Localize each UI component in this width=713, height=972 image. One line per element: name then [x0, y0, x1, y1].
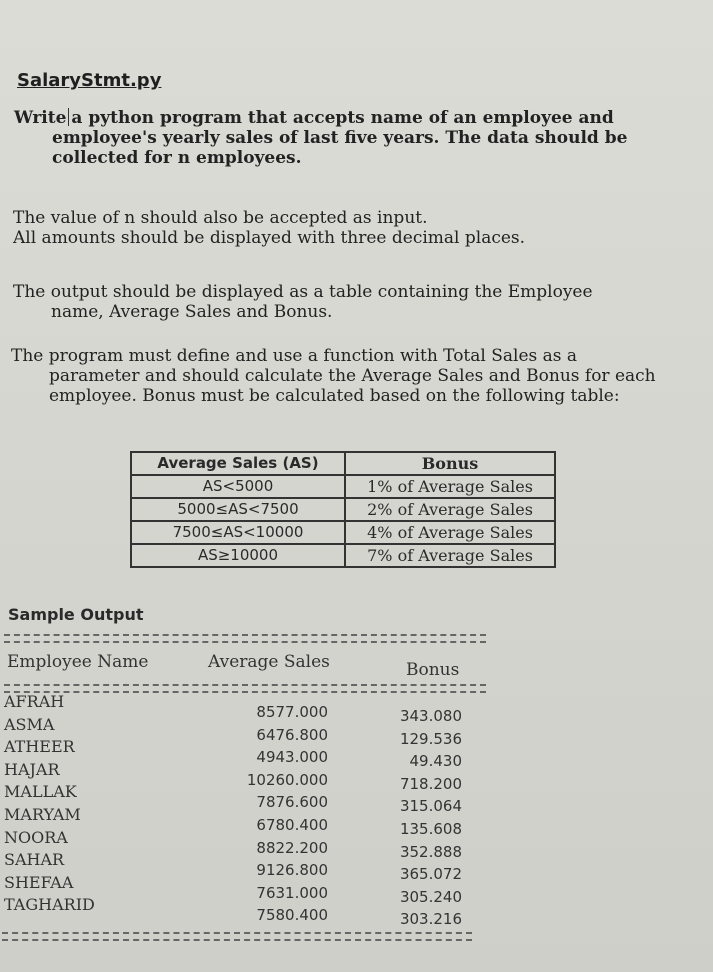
list-item: 6476.800: [256, 725, 328, 744]
bonus-column: [370, 705, 462, 931]
p3-first-line: The output should be displayed as a table containing the Employee: [13, 282, 593, 302]
p1-first-line: a python program that accepts name of an employee and: [71, 108, 614, 128]
list-item: 305.240: [399, 887, 462, 906]
p2-line-2: All amounts should be displayed with three decimal places.: [13, 228, 526, 248]
write-word: Write: [14, 108, 67, 128]
task-paragraph-1: [14, 108, 694, 168]
list-item: 8577.000: [256, 703, 328, 721]
list-item: 365.072: [399, 865, 462, 884]
list-item: MARYAM: [4, 804, 81, 824]
list-item: 7580.400: [256, 906, 328, 925]
file-title: SalaryStmt.py: [17, 70, 162, 91]
list-item: NOORA: [4, 827, 68, 847]
list-item: 352.888: [399, 842, 462, 861]
header-average-sales: Average Sales (AS): [131, 452, 345, 475]
dashed-divider: [4, 634, 486, 643]
range-cell: AS≥10000: [131, 544, 345, 567]
bonus-rules-table: [130, 451, 556, 568]
p1-rest: employee's yearly sales of last five years. The data should be collected for n employees.: [52, 128, 628, 168]
range-cell: 7500≤AS<10000: [131, 521, 345, 544]
list-item: MALLAK: [4, 782, 77, 802]
list-item: 49.430: [409, 752, 462, 771]
list-item: 7631.000: [256, 883, 328, 902]
p3-rest: name, Average Sales and Bonus.: [51, 302, 333, 322]
table-row: [131, 544, 555, 567]
range-cell: AS<5000: [131, 475, 345, 498]
sample-output-title: Sample Output: [8, 605, 144, 624]
col-header-bonus: Bonus: [406, 660, 460, 680]
p4-rest: parameter and should calculate the Average Sales and Bonus for each employee. Bonus must be calculated based on the following table:: [49, 366, 656, 406]
list-item: 6780.400: [256, 815, 328, 834]
list-item: 9126.800: [256, 861, 328, 880]
list-item: SHEFAA: [4, 872, 74, 892]
dashed-divider: [2, 932, 472, 941]
bonus-cell: 2% of Average Sales: [345, 498, 555, 521]
bonus-cell: 7% of Average Sales: [345, 544, 555, 567]
p2-line-1: The value of n should also be accepted as input.: [13, 208, 428, 228]
bonus-table-header: [131, 452, 555, 475]
list-item: AFRAH: [4, 692, 65, 711]
list-item: ASMA: [4, 714, 55, 734]
list-item: 10260.000: [246, 770, 328, 789]
table-row: [131, 498, 555, 521]
list-item: 4943.000: [256, 748, 328, 767]
task-paragraph-4: [11, 346, 691, 406]
range-cell: 5000≤AS<7500: [131, 498, 345, 521]
bonus-cell: 4% of Average Sales: [345, 521, 555, 544]
list-item: 303.216: [399, 910, 462, 929]
list-item: SAHAR: [4, 850, 65, 870]
bonus-cell: 1% of Average Sales: [345, 475, 555, 498]
table-row: [131, 475, 555, 498]
text-cursor-icon: [68, 108, 69, 126]
list-item: HAJAR: [4, 759, 60, 779]
average-sales-column: [220, 701, 328, 927]
task-paragraph-3: [13, 282, 693, 322]
p4-first-line: The program must define and use a function with Total Sales as a: [11, 346, 578, 366]
list-item: TAGHARID: [4, 895, 95, 915]
list-item: 315.064: [399, 797, 462, 816]
list-item: 7876.600: [256, 793, 328, 812]
col-header-average: Average Sales: [208, 652, 330, 672]
list-item: ATHEER: [4, 737, 75, 757]
list-item: 129.536: [399, 729, 462, 748]
list-item: 8822.200: [256, 838, 328, 857]
header-bonus: Bonus: [345, 452, 555, 475]
employee-names-column: [4, 691, 95, 917]
table-row: [131, 521, 555, 544]
list-item: 135.608: [399, 819, 462, 838]
col-header-name: Employee Name: [7, 652, 149, 672]
task-paragraph-2: [13, 208, 693, 248]
list-item: 343.080: [399, 707, 462, 725]
list-item: 718.200: [399, 774, 462, 793]
